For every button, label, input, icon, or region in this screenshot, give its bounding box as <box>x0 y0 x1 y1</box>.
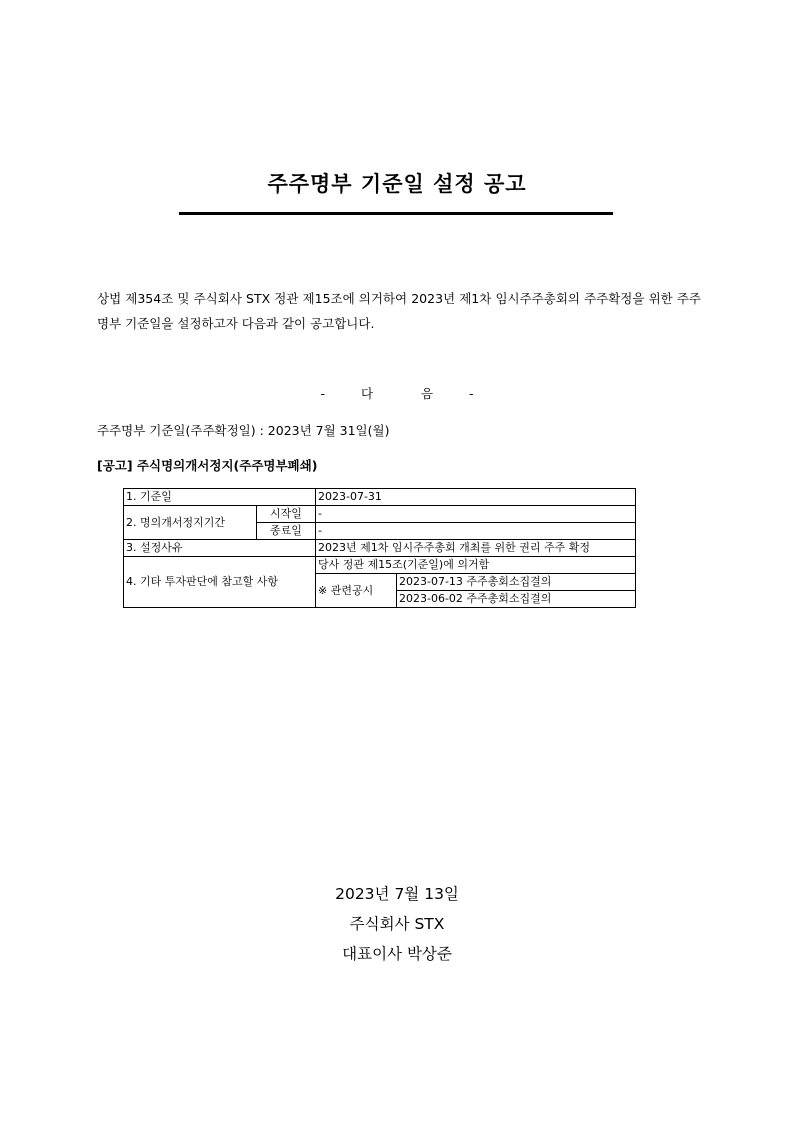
start-label: 시작일 <box>257 506 316 523</box>
dash-right: - <box>469 386 474 401</box>
signature-date: 2023년 7월 13일 <box>335 885 459 903</box>
document-title: 주주명부 기준일 설정 공고 <box>267 172 527 196</box>
end-label: 종료일 <box>257 523 316 540</box>
end-value: - <box>316 523 636 540</box>
row-value: 2023년 제1차 임시주주총회 개최를 위한 권리 주주 확정 <box>316 540 636 557</box>
row-value: 2023-07-31 <box>316 489 636 506</box>
table-row <box>124 489 636 506</box>
dash-left: - <box>320 386 325 401</box>
table-row <box>124 557 636 574</box>
related-item: 2023-06-02 주주총회소집결의 <box>397 591 636 608</box>
daeum-word-1: 다 <box>360 386 374 401</box>
signature-company: 주식회사 STX <box>349 915 445 933</box>
daeum-word-2: 음 <box>420 386 434 401</box>
section-divider <box>0 384 794 402</box>
related-label: ※ 관련공시 <box>316 574 397 608</box>
row-label: 3. 설정사유 <box>124 540 316 557</box>
row-label: 1. 기준일 <box>124 489 316 506</box>
start-value: - <box>316 506 636 523</box>
signature-ceo: 대표이사 박상준 <box>342 945 452 963</box>
intro-paragraph: 상법 제354조 및 주식회사 STX 정관 제15조에 의거하여 2023년 제1차 임시주주총회의 주주확정을 위한 주주명부 기준일을 설정하고자 다음과 같이 공고합니다. <box>97 291 701 331</box>
table-row <box>124 540 636 557</box>
title-underline <box>179 212 613 215</box>
row-label: 2. 명의개서정지기간 <box>124 506 257 540</box>
related-item: 2023-07-13 주주총회소집결의 <box>397 574 636 591</box>
notice-heading: [공고] 주식명의개서정지(주주명부폐쇄) <box>97 458 318 473</box>
base-date-line: 주주명부 기준일(주주확정일) : 2023년 7월 31일(월) <box>97 423 390 438</box>
row-label: 4. 기타 투자판단에 참고할 사항 <box>124 557 316 608</box>
row-note: 당사 정관 제15조(기준일)에 의거함 <box>316 557 636 574</box>
info-table <box>123 488 636 608</box>
table-row <box>124 506 636 523</box>
